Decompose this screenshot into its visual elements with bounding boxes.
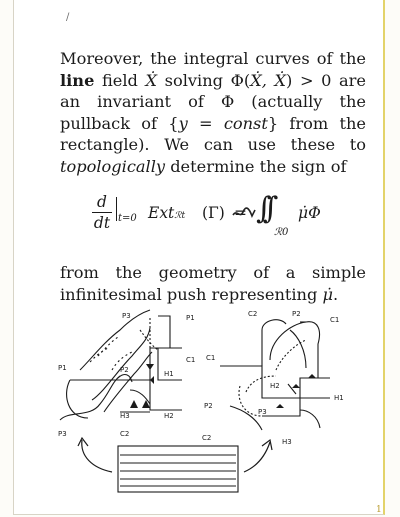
text-run: field bbox=[94, 70, 146, 90]
label-p2-left: P2 bbox=[204, 402, 213, 410]
math-xdot: Ẋ bbox=[145, 70, 158, 90]
ext-symbol: Ext bbox=[148, 204, 175, 222]
stray-mark: / bbox=[66, 12, 70, 23]
label-c1-left: C1 bbox=[206, 354, 216, 362]
paragraph-1 bbox=[60, 48, 366, 177]
label-p3-right: P3 bbox=[258, 408, 267, 416]
curved-arrow-right bbox=[244, 440, 272, 472]
math-args: Ẋ, Ẋ bbox=[250, 70, 287, 90]
double-integral: ∫∫ bbox=[256, 191, 270, 226]
label-p1-top: P1 bbox=[186, 314, 195, 322]
label-c2-top: C2 bbox=[248, 310, 258, 318]
italic-const: const bbox=[223, 113, 268, 133]
label-h1-right: H1 bbox=[334, 394, 344, 402]
integrand-text: μ̇Φ bbox=[298, 204, 321, 222]
text-run: } from the rectangle). We can use these to bbox=[60, 113, 367, 154]
handwritten-scribble bbox=[232, 207, 256, 221]
fraction-denominator: dt bbox=[93, 214, 111, 232]
gamma-argument: (Γ) bbox=[202, 204, 225, 222]
integral-region: ℛ0 bbox=[274, 227, 289, 238]
label-h3: H3 bbox=[120, 412, 130, 420]
label-p1-left: P1 bbox=[58, 364, 67, 372]
evaluation-bar bbox=[116, 197, 117, 221]
corner-mark: 1 bbox=[376, 505, 382, 515]
display-equation bbox=[92, 191, 332, 245]
curved-arrow-left bbox=[78, 438, 112, 472]
bold-word: line bbox=[60, 70, 95, 90]
label-p2: P2 bbox=[120, 366, 129, 374]
italic-topologically: topologically bbox=[60, 156, 166, 176]
ext-subscript: ℛt bbox=[174, 211, 186, 221]
label-h2: H2 bbox=[164, 412, 174, 420]
right-diagram bbox=[220, 320, 330, 430]
paragraph-2 bbox=[60, 262, 366, 305]
label-p3-bottom: P3 bbox=[58, 430, 67, 438]
left-diagram bbox=[60, 310, 182, 420]
ext-term bbox=[148, 204, 185, 222]
label-p3-top: P3 bbox=[122, 312, 131, 320]
equals-sign: = bbox=[234, 204, 247, 222]
text-run: = bbox=[187, 113, 224, 133]
text-run: from the geometry of a simple infinitesimal push representing bbox=[60, 263, 366, 304]
text-run: Moreover, the integral curves of the bbox=[60, 49, 366, 68]
derivative-fraction bbox=[92, 193, 112, 232]
label-h2-right: H2 bbox=[270, 382, 280, 390]
label-c1-top: C1 bbox=[330, 316, 340, 324]
text-run: solving Φ( bbox=[157, 70, 251, 90]
label-h1: H1 bbox=[164, 370, 174, 378]
math-mudot: μ̇ bbox=[322, 284, 334, 304]
text-run: determine the sign of bbox=[165, 156, 347, 176]
label-c2-bottom: C2 bbox=[202, 434, 212, 442]
text-run: ) > 0 are an invariant of Φ (actually the pullback of { bbox=[60, 70, 366, 133]
text-run: . bbox=[333, 284, 339, 304]
math-y: y bbox=[178, 113, 188, 133]
label-c1: C1 bbox=[186, 356, 196, 364]
fraction-numerator: d bbox=[97, 193, 107, 211]
evaluation-subscript: t=0 bbox=[118, 213, 137, 224]
hand-drawn-figure bbox=[0, 300, 400, 517]
fraction-bar bbox=[92, 212, 112, 213]
label-c2: C2 bbox=[120, 430, 130, 438]
label-p2-top: P2 bbox=[292, 310, 301, 318]
integrand bbox=[298, 204, 321, 222]
label-h3-right: H3 bbox=[282, 438, 292, 446]
bottom-rectangle bbox=[118, 446, 238, 492]
